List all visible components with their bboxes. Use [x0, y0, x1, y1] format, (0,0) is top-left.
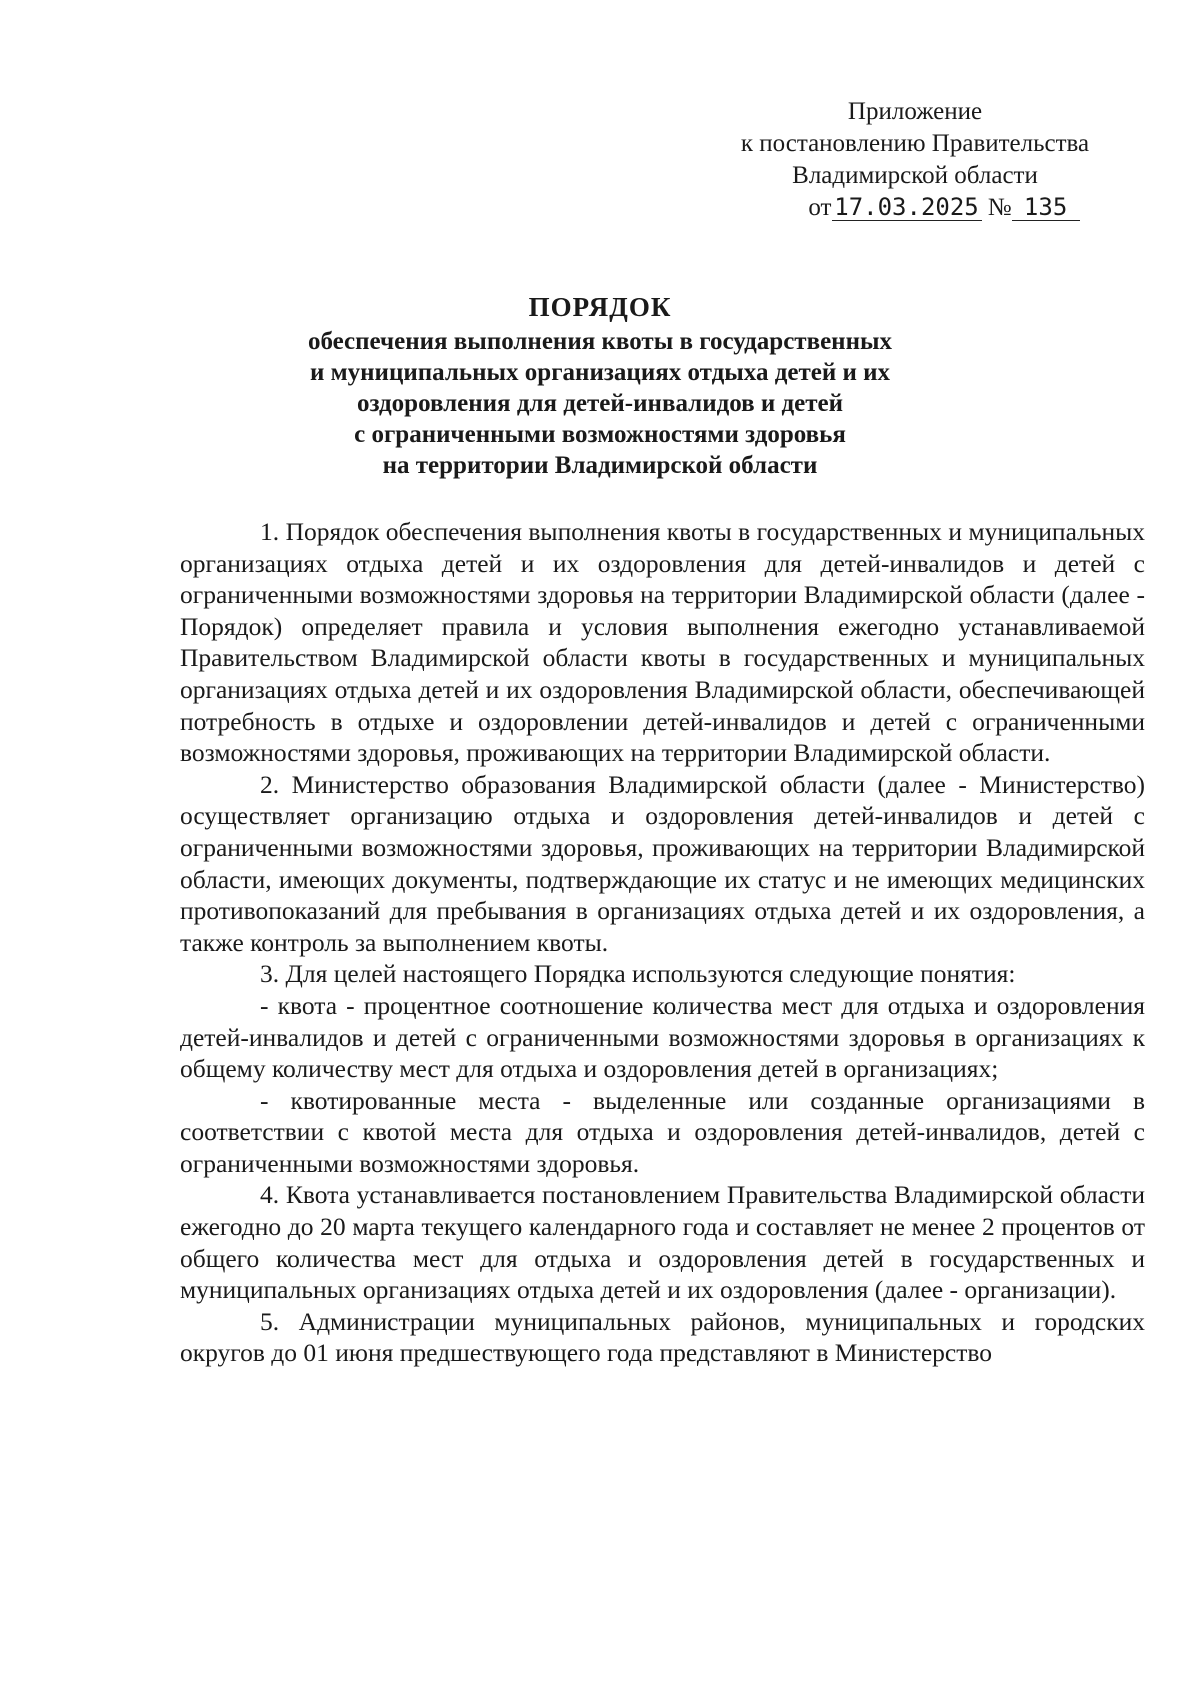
resolution-number: 135 [1012, 194, 1080, 221]
title-subtitle [260, 326, 940, 481]
paragraph-3: 3. Для целей настоящего Порядка используются следующие понятия: [260, 959, 1016, 989]
date-prefix: от [808, 194, 832, 221]
resolution-date: 17.03.2025 [832, 194, 982, 221]
appendix-header [700, 96, 1130, 224]
appendix-date-line [700, 192, 1130, 224]
appendix-region-line: Владимирской области [792, 162, 1038, 189]
title-main: ПОРЯДОК [528, 292, 672, 322]
definition-quota-places: - квотированные места - выделенные или созданные организациями в соответствии с квотой места для отдыха и оздоровления детей-инвалидов, детей с ограниченными возможностями здоровья. [180, 1085, 1145, 1178]
paragraph-5: 5. Администрации муниципальных районов, муниципальных и городских округов до 01 июня предшествующего года представляют в Министерство [180, 1306, 1145, 1368]
document-body [180, 516, 1145, 1369]
subtitle-line: с ограниченными возможностями здоровья [354, 421, 846, 448]
definition-quota: - квота - процентное соотношение количества мест для отдыха и оздоровления детей-инвалидов и детей с ограниченными возможностями здоровья в организациях к общему количеству мест для отдыха и оздоровления детей в организациях; [180, 990, 1145, 1084]
subtitle-line: и муниципальных организациях отдыха детей и их [309, 359, 891, 386]
paragraph-2: 2. Министерство образования Владимирской области (далее - Министерство) осуществляет организацию отдыха и оздоровления детей-инвалидов и детей с ограниченными возможностями здоровья, проживающих на территории Владимирской области, имеющих документы, подтверждающие их статус и не имеющих медицинских противопоказаний для пребывания в организациях отдыха детей и их оздоровления, а также контроль за выполнением квоты. [180, 769, 1145, 957]
paragraph-4: 4. Квота устанавливается постановлением Правительства Владимирской области ежегодно до 20 марта текущего календарного года и составляет не менее 2 процентов от общего количества мест для отдыха и оздоровления детей в государственных и муниципальных организациях отдыха детей и их оздоровления (далее - организации). [180, 1180, 1145, 1305]
paragraph-1: 1. Порядок обеспечения выполнения квоты в государственных и муниципальных организациях отдыха детей и их оздоровления для детей-инвалидов и детей с ограниченными возможностями здоровья на территории Владимирской области (далее - Порядок) определяет правила и условия выполнения ежегодно устанавливаемой Правительством Владимирской области квоты в государственных и муниципальных организациях отдыха детей и их оздоровления Владимирской области, обеспечивающей потребность в отдыхе и оздоровлении детей-инвалидов и детей с ограниченными возможностями здоровья, проживающих на территории Владимирской области. [180, 517, 1145, 768]
appendix-title: Приложение [847, 98, 983, 125]
subtitle-line: на территории Владимирской области [382, 452, 818, 479]
appendix-resolution-line: к постановлению Правительства [740, 130, 1090, 157]
document-title [260, 288, 940, 481]
subtitle-line: обеспечения выполнения квоты в государственных [307, 328, 892, 355]
subtitle-line: оздоровления для детей-инвалидов и детей [356, 390, 844, 417]
number-sign: № [987, 194, 1012, 221]
